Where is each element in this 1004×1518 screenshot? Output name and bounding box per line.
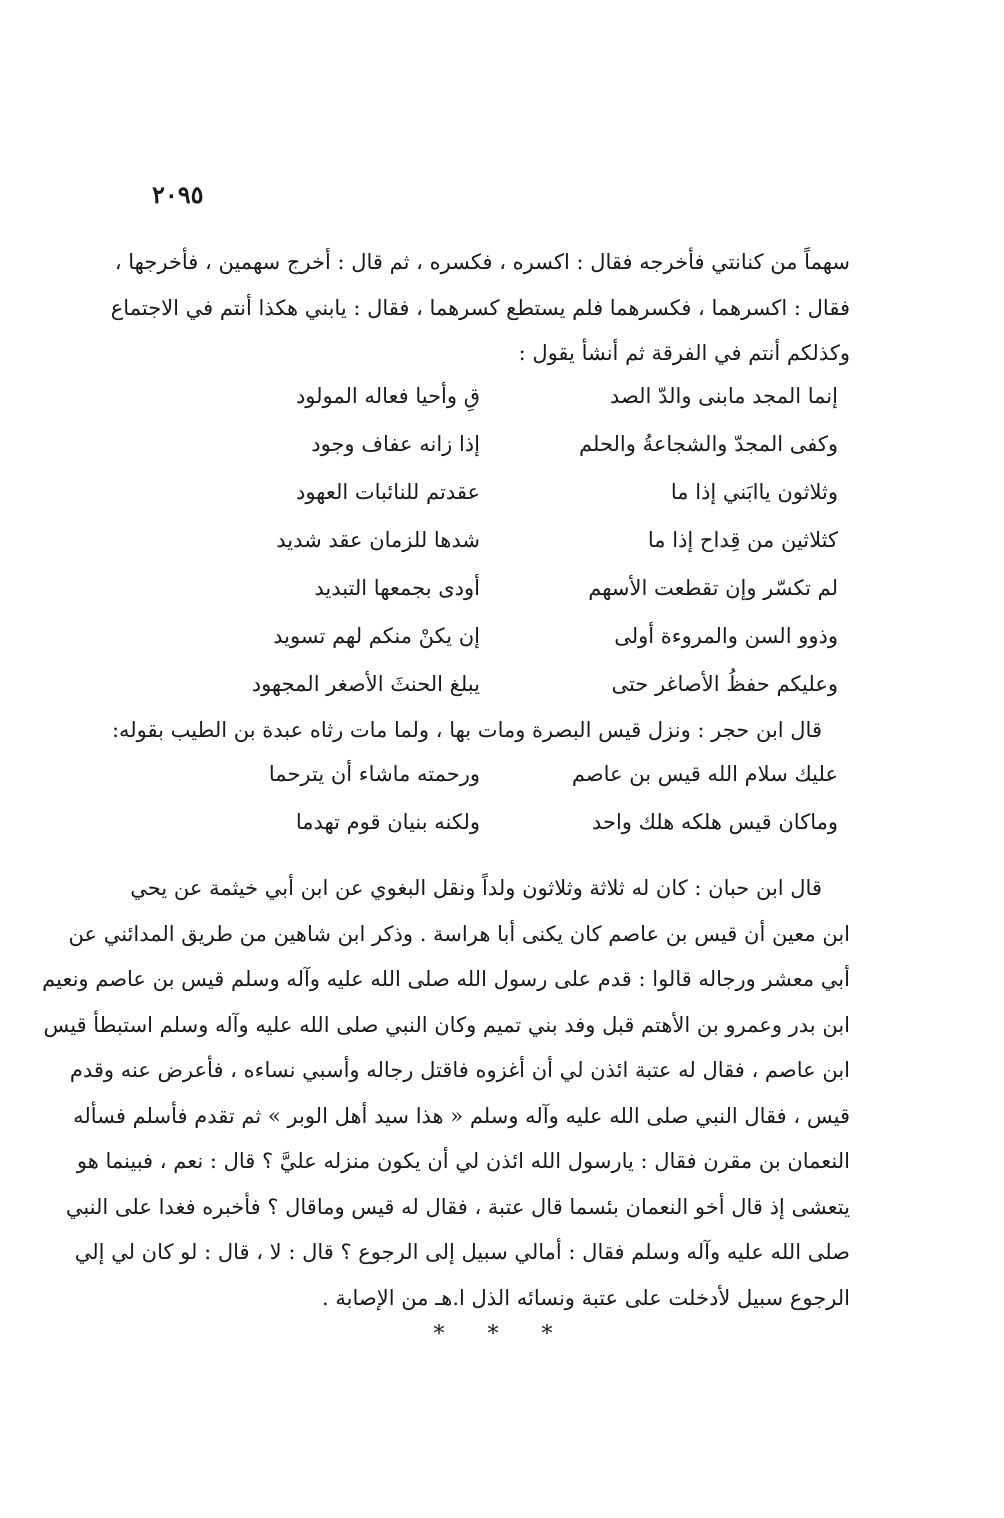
poem-second	[150, 762, 850, 858]
section-separator: * * *	[433, 1322, 571, 1347]
text-line: قال ابن حجر : ونزل قيس البصرة ومات بها ، ولما مات رثاه عبدة بن الطيب بقوله:	[111, 718, 822, 742]
verse	[150, 432, 850, 480]
hemistich-first: عليك سلام الله قيس بن عاصم	[571, 762, 838, 786]
text-line: فقال : اكسرهما ، فكسرهما فلم يستطع كسرهما ، فقال : يابني هكذا أنتم في الاجتماع	[110, 295, 850, 320]
hemistich-second: عقدتم للنائبات العهود	[295, 480, 480, 504]
hemistich-first: وعليكم حفظُ الأصاغر حتى	[611, 672, 838, 696]
hemistich-first: إنما المجد مابنى والدّ الصد	[609, 384, 838, 408]
hemistich-second: قِ وأحيا فعاله المولود	[295, 384, 480, 408]
hemistich-first: لم تكسّر وإن تقطعت الأسهم	[588, 576, 838, 600]
hemistich-first: وذوو السن والمروءة أولى	[614, 624, 838, 648]
text-line: ابن عاصم ، فقال له عتبة ائذن لي أن أغزوه فاقتل رجاله وأسبي نساءه ، فأعرض عنه وقدم	[69, 1058, 850, 1082]
text-line: الرجوع سبيل لأدخلت على عتبة ونسائه الذل ا.هـ من الإصابة .	[322, 1285, 850, 1310]
text-line: أبي معشر ورجاله قالوا : قدم على رسول الله صلى الله عليه وآله وسلم قيس بن عاصم ونعيم	[42, 967, 850, 991]
hemistich-first: وماكان قيس هلكه هلك واحد	[591, 810, 838, 834]
verse	[150, 762, 850, 810]
text-line: صلى الله عليه وآله وسلم فقال : أمالي سبيل إلى الرجوع ؟ قال : لا ، قال : لو كان لي إلي	[74, 1240, 850, 1264]
text-line: النعمان بن مقرن فقال : يارسول الله ائذن لي أن يكون منزله عليَّ ؟ قال : نعم ، فبينما هو	[76, 1149, 850, 1173]
hemistich-second: ولكنه بنيان قوم تهدما	[295, 810, 480, 834]
hemistich-second: إن يكنْ منكم لهم تسويد	[273, 624, 480, 648]
hemistich-second: أودى بجمعها التبديد	[314, 576, 480, 600]
poem-first	[150, 384, 850, 720]
text-line: سهماً من كنانتي فأخرجه فقال : اكسره ، فكسره ، ثم قال : أخرج سهمين ، فأخرجها ،	[114, 250, 850, 274]
paragraph-intro	[110, 240, 850, 377]
text-line: ابن بدر وعمرو بن الأهتم قبل وفد بني تميم وكان النبي صلى الله عليه وآله وسلم استبطأ قيس	[43, 1012, 850, 1037]
page-number: ۲۰۹٥	[152, 180, 204, 209]
text-line: ابن معين أن قيس بن عاصم كان يكنى أبا هراسة . وذكر ابن شاهين من طريق المدائني عن	[68, 921, 850, 946]
text-line: يتعشى إذ قال أخو النعمان بئسما قال عتبة ، فقال له قيس وماقال ؟ فأخبره فغدا على النبي	[65, 1194, 850, 1219]
verse	[150, 384, 850, 432]
paragraph-ibn-hibban	[42, 866, 850, 1321]
text-line: قيس ، فقال النبي صلى الله عليه وآله وسلم « هذا سيد أهل الوبر » ثم تقدم فأسلم فسأله	[73, 1103, 850, 1128]
verse	[150, 528, 850, 576]
hemistich-second: ورحمته ماشاء أن يترحما	[268, 762, 480, 786]
text-line: وكذلكم أنتم في الفرقة ثم أنشأ يقول :	[518, 341, 850, 365]
paragraph-ibn-hajar	[111, 708, 850, 754]
verse	[150, 624, 850, 672]
verse	[150, 810, 850, 858]
hemistich-second: إذا زانه عفاف وجود	[311, 432, 480, 456]
hemistich-first: وكفى المجدّ والشجاعةُ والحلم	[579, 432, 838, 456]
verse	[150, 480, 850, 528]
hemistich-first: كثلاثين من قِداح إذا ما	[647, 528, 838, 552]
hemistich-first: وثلاثون ياابَني إذا ما	[670, 480, 838, 504]
hemistich-second: شدها للزمان عقد شديد	[276, 528, 480, 552]
verse	[150, 576, 850, 624]
text-line: قال ابن حبان : كان له ثلاثة وثلاثون ولداً ونقل البغوي عن ابن أبي خيثمة عن يحي	[130, 876, 822, 900]
hemistich-second: يبلغ الحنثَ الأصغر المجهود	[251, 672, 480, 696]
